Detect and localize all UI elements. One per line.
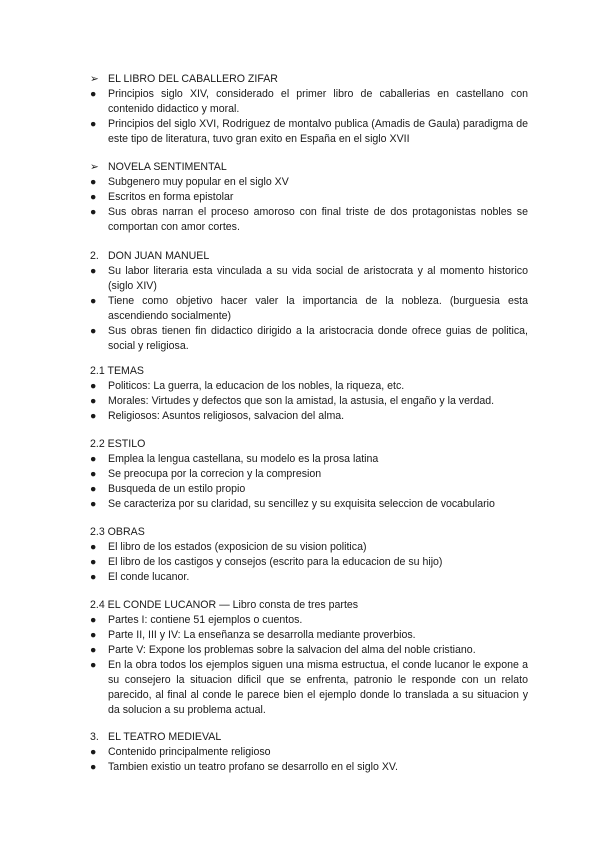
bullet-list bbox=[0, 87, 600, 147]
section-heading: 2. DON JUAN MANUEL bbox=[90, 250, 210, 262]
bullet-icon: ● bbox=[90, 541, 97, 553]
section-heading: 2.4 EL CONDE LUCANOR — Libro consta de tres partes bbox=[90, 599, 359, 611]
section-teatro-medieval bbox=[0, 730, 600, 775]
list-item: ● Parte V: Expone los problemas sobre la salvacion del alma del noble cristiano. bbox=[90, 644, 476, 656]
bullet-icon: ● bbox=[90, 206, 97, 218]
section-novela-sentimental bbox=[0, 160, 600, 235]
section-heading: 2.3 OBRAS bbox=[90, 526, 145, 538]
list-item: ● El libro de los castigos y consejos (escrito para la educacion de su hijo) bbox=[90, 556, 443, 568]
bullet-icon: ● bbox=[90, 556, 97, 568]
list-item: ● Sus obras tienen fin didactico dirigido a la aristocracia donde ofrece guias de politica, social y religiosa. bbox=[90, 325, 528, 352]
list-item: ● Escritos en forma epistolar bbox=[90, 191, 234, 203]
list-item: ● Religiosos: Asuntos religiosos, salvacion del alma. bbox=[90, 410, 345, 422]
bullet-icon: ● bbox=[90, 498, 97, 510]
arrow-bullet-icon: ➢ bbox=[90, 161, 99, 173]
section-number: 3. bbox=[90, 731, 99, 743]
list-item: ● Sus obras narran el proceso amoroso con final triste de dos protagonistas nobles se comportan con amor cortes. bbox=[90, 206, 528, 233]
section-heading: ➢ EL LIBRO DEL CABALLERO ZIFAR bbox=[90, 73, 278, 85]
bullet-icon: ● bbox=[90, 88, 97, 100]
bullet-icon: ● bbox=[90, 453, 97, 465]
bullet-icon: ● bbox=[90, 380, 97, 392]
section-heading: ➢ NOVELA SENTIMENTAL bbox=[90, 161, 227, 173]
arrow-bullet-icon: ➢ bbox=[90, 73, 99, 85]
section-heading: 3. EL TEATRO MEDIEVAL bbox=[90, 731, 222, 743]
bullet-icon: ● bbox=[90, 659, 97, 671]
list-item: ● El libro de los estados (exposicion de su vision politica) bbox=[90, 541, 367, 553]
list-item: ● Emplea la lengua castellana, su modelo es la prosa latina bbox=[90, 453, 379, 465]
bullet-icon: ● bbox=[90, 395, 97, 407]
list-item: ● Tambien existio un teatro profano se desarrollo en el siglo XV. bbox=[90, 761, 398, 773]
list-item: ● Contenido principalmente religioso bbox=[90, 746, 271, 758]
list-item: ● Su labor literaria esta vinculada a su vida social de aristocrata y al momento historico (siglo XIV) bbox=[90, 265, 528, 292]
bullet-icon: ● bbox=[90, 483, 97, 495]
list-item: ● Principios del siglo XVI, Rodriguez de montalvo publica (Amadis de Gaula) paradigma de este tipo de literatura, tuvo gran exito en España en el siglo XVII bbox=[90, 118, 528, 145]
bullet-list bbox=[0, 745, 600, 775]
bullet-icon: ● bbox=[90, 761, 97, 773]
section-don-juan-manuel bbox=[0, 249, 600, 354]
bullet-icon: ● bbox=[90, 176, 97, 188]
section-estilo bbox=[0, 437, 600, 512]
section-heading: 2.2 ESTILO bbox=[90, 438, 146, 450]
bullet-icon: ● bbox=[90, 629, 97, 641]
bullet-list bbox=[0, 264, 600, 354]
bullet-list bbox=[0, 452, 600, 512]
list-item: ● Principios siglo XIV, considerado el primer libro de caballerias en castellano con contenido didactico y moral. bbox=[90, 88, 528, 115]
list-item: ● Subgenero muy popular en el siglo XV bbox=[90, 176, 289, 188]
bullet-icon: ● bbox=[90, 118, 97, 130]
bullet-icon: ● bbox=[90, 410, 97, 422]
list-item: ● Busqueda de un estilo propio bbox=[90, 483, 246, 495]
bullet-list bbox=[0, 175, 600, 235]
list-item: ● El conde lucanor. bbox=[90, 571, 190, 583]
list-item: ● Parte II, III y IV: La enseñanza se desarrolla mediante proverbios. bbox=[90, 629, 416, 641]
bullet-icon: ● bbox=[90, 325, 97, 337]
list-item: ● Se caracteriza por su claridad, su sencillez y su exquisita seleccion de vocabulario bbox=[90, 498, 495, 510]
bullet-list bbox=[0, 540, 600, 585]
list-item: ● En la obra todos los ejemplos siguen una misma estructua, el conde lucanor le expone a su consejero la situacion dificil que se enfrenta, patronio le responde con un relato parecido, al final al conde le parece bien el ejemplo donde lo translada a su situacion y da solucion a su problema actual. bbox=[90, 659, 528, 716]
list-item: ● Politicos: La guerra, la educacion de los nobles, la riqueza, etc. bbox=[90, 380, 405, 392]
bullet-icon: ● bbox=[90, 295, 97, 307]
bullet-list bbox=[0, 613, 600, 718]
bullet-icon: ● bbox=[90, 265, 97, 277]
list-item: ● Partes I: contiene 51 ejemplos o cuentos. bbox=[90, 614, 303, 626]
list-item: ● Tiene como objetivo hacer valer la importancia de la nobleza. (burguesia esta ascendiendo socialmente) bbox=[90, 295, 528, 322]
bullet-icon: ● bbox=[90, 571, 97, 583]
bullet-list bbox=[0, 379, 600, 424]
bullet-icon: ● bbox=[90, 614, 97, 626]
bullet-icon: ● bbox=[90, 644, 97, 656]
section-libro-caballero-zifar bbox=[0, 72, 600, 147]
list-item: ● Morales: Virtudes y defectos que son la amistad, la astusia, el engaño y la verdad. bbox=[90, 395, 495, 407]
section-number: 2. bbox=[90, 250, 99, 262]
section-obras bbox=[0, 525, 600, 585]
section-conde-lucanor bbox=[0, 598, 600, 718]
bullet-icon: ● bbox=[90, 191, 97, 203]
bullet-icon: ● bbox=[90, 468, 97, 480]
bullet-icon: ● bbox=[90, 746, 97, 758]
section-temas bbox=[0, 364, 600, 424]
list-item: ● Se preocupa por la correcion y la compresion bbox=[90, 468, 322, 480]
section-heading: 2.1 TEMAS bbox=[90, 365, 144, 377]
